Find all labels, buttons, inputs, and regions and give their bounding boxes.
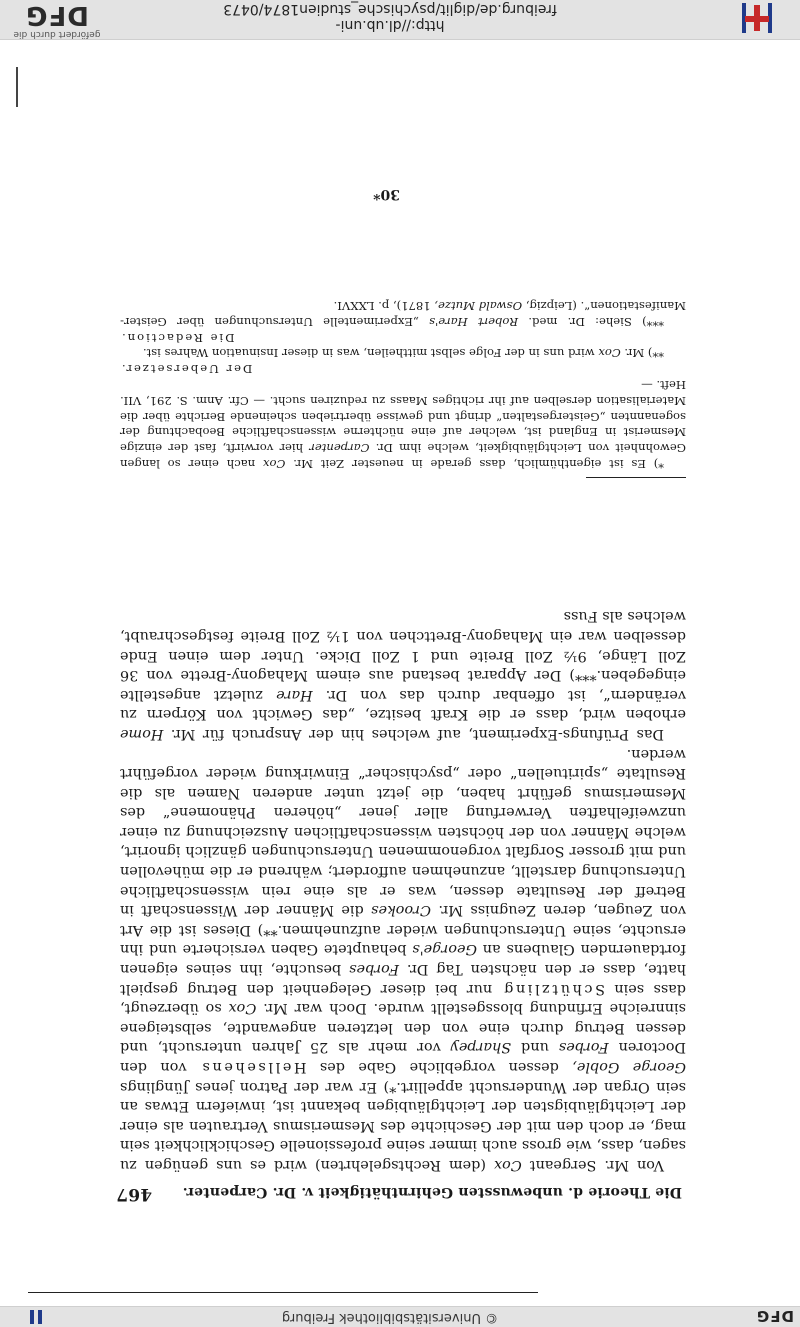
footnote: *) Es ist eigenthümlich, dass gerade in neuester Zeit Mr. Cox nach einer so langen Gewohnheit von Leichtgläubigkeit, welche ihm Dr. Carpenter hier vorwirft, fast der einzige Mesmerist in England ist, welcher auf eine nüchterne wissenschaftliche Beobachtung der sogenannten „Geistergestalten“ dringt und gewisse übertrieben scheinende Berichte über die Materialisation derselben auf ihr richtiges Maass zu reduziren sucht. — Cfr. Anm. S. 291, VII. Heft. — bbox=[120, 378, 686, 471]
dfg-logo-subtitle: gefördert durch die bbox=[13, 29, 101, 39]
paragraph: Das Prüfungs-Experiment, auf welches hin der Anspruch für Mr. Home erhoben wird, dass er die Kraft besitze, „das Gewicht von Körpern zu verändern“, ist offenbar durch das von Dr. Hare zuletzt angestellte eingegeben.***) Der Apparat bestand aus einem Mahagony-Brette von 36 Zoll Länge, 9½ Zoll Breite und 1 Zoll Dicke. Unter dem einen Ende desselben war ein Mahagony-Brettchen von 1½ Zoll Breite festgeschraubt, welches als Fuss bbox=[120, 608, 686, 742]
dfg-logo-letters: DFG bbox=[25, 0, 89, 30]
permalink-url[interactable]: http://dl.ub.uni-freiburg.de/diglit/psychische_studien1874/0473 bbox=[223, 1, 557, 33]
footnote: ***) Siehe: Dr. med. Robert Hare's „Experimentelle Untersuchungen über Geister-Manifestationen“. (Leipzig, Oswald Mutze, 1871), p. LXXVI. bbox=[120, 299, 686, 329]
viewer-footer-bar bbox=[0, 1306, 800, 1327]
footnote-rule bbox=[586, 477, 686, 478]
footnote-signature: Der Uebersetzer. bbox=[120, 362, 253, 377]
sheet-signature: 30* bbox=[373, 186, 400, 202]
running-head-title: Die Theorie d. unbewussten Gehirnthätigkeit v. Dr. Carpenter. bbox=[182, 1184, 682, 1200]
dfg-logo-partial: DFG bbox=[755, 1307, 794, 1325]
copyright-text: © Universitätsbibliothek Freiburg bbox=[281, 1310, 499, 1325]
paragraph: Von Mr. Sergeant Cox (dem Rechtsgelehrten) wird es uns genügen zu sagen, dass, wie gross auch immer seine professionelle Geschicklichkeit sein mag, er doch den mit der Geschichte des Mesmerismus Vertrauten als einer der Leichtgläubigsten der Leichtgläubigen bekannt ist, inwiefern Etwas an sein Organ der Wundersucht appellirt.*) Er war der Patron jenes Jünglings George Goble, dessen vorgebliche Gabe des Hellsehens von den Doctoren Forbes und Sharpey vor mehr als 25 Jahren untersucht, und dessen Betrug durch eine von den letzteren angewandte, selbsteigene sinnreiche Erfindung blossgestellt wurde. Doch war Mr. Cox so überzeugt, dass sein Schützling nur bei dieser Gelegenheit den Betrug gespielt hatte, dass er den nächsten Tag Dr. Forbes besuchte, ihn seines eigenen fortdauernden Glaubens an George's behauptete Gaben versicherte und ihn ersuchte, seine Untersuchungen wieder aufzunehmen.**) Dieses ist die Art von Zeugen, deren Zeugniss Mr. Crookes die Männer der Wissenschaft in Betreff der Resultate dessen, was er als eine rein wissenschaftliche Untersuchung darstellt, anzunehmen auffordert; während er die mühevollen und mit grosser Sorgfalt vorgenommenen Untersuchungen gänzlich ignorirt, welche Männer von der höchsten wissenschaftlichen Auszeichnung zu einer unzweifelhaften Verwerfung aller jener „höheren Phänomene“ des Mesmerismus geführt haben, die jetzt unter anderen Namen als die Resultate „spirituellen“ oder „psychischer“ Einwirkung wieder vorgeführt werden. bbox=[120, 745, 686, 1173]
dfg-logo[interactable] bbox=[12, 1, 102, 39]
page-edge-mark bbox=[16, 67, 18, 107]
footnote: **) Mr. Cox wird uns in der Folge selbst mittheilen, was in dieser Insinuation Wahres ist. bbox=[142, 346, 664, 361]
footnotes bbox=[120, 297, 686, 471]
footnote-signature: Die Redaction. bbox=[120, 330, 235, 345]
running-head bbox=[116, 1184, 682, 1204]
main-text bbox=[120, 606, 686, 1174]
page-edge-rule bbox=[28, 1292, 538, 1293]
ub-freiburg-logo-icon[interactable] bbox=[742, 3, 772, 33]
ub-logo-partial-icon bbox=[24, 1310, 42, 1324]
page-number: 467 bbox=[116, 1184, 153, 1204]
viewer-header-bar bbox=[0, 0, 800, 40]
